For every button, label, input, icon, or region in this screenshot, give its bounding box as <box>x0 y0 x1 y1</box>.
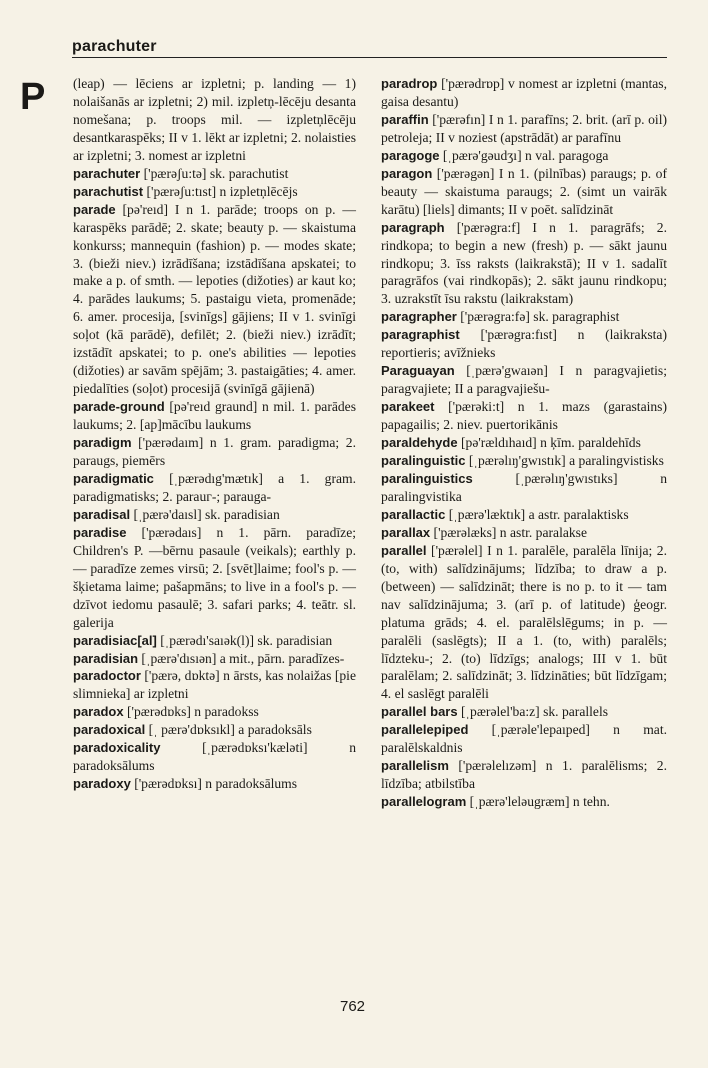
entry-headword: paraldehyde <box>381 435 458 451</box>
dictionary-entry <box>73 434 356 470</box>
dictionary-entry <box>73 650 356 668</box>
entry-definition: ['pærəgra:fıst] n (laikraksta) reportieris; avīžnieks <box>381 327 667 361</box>
entry-definition: ['pærədaıs] n 1. pārn. paradīze; Children's P. —bērnu pasaule (veikals); earthly p. — paradīze zemes virsū; 2. [svēt]laime; fool's p. — šķietama laime; pašapmāns; to live in a fool's p. — dzīvot iedomu pasaulē; 3. safari parks; 4. teātr. sl. galerija <box>73 524 356 630</box>
entry-headword: paragon <box>381 165 433 181</box>
entry-definition: (leap) — lēciens ar izpletni; p. landing — 1) nolaišanās ar izpletni; 2) mil. izpletņ-lēcēju desanta nomešana; p. troops mil. — izpletņlēcēju desantkaraspēks; II v 1. lēkt ar izpletni; 2. nolaisties ar izpletni; 3. nomest ar izpletni <box>73 76 356 163</box>
entry-headword: parachutist <box>73 183 144 199</box>
entry-headword: paradoxical <box>73 722 146 738</box>
entry-headword: parade-ground <box>73 399 165 415</box>
dictionary-entry <box>73 75 356 165</box>
dictionary-entry <box>73 667 356 703</box>
entry-definition: [pə'rældıhaıd] n ķīm. paraldehīds <box>457 435 641 451</box>
page-number: 762 <box>340 998 366 1015</box>
dictionary-entry <box>73 739 356 775</box>
entry-headword: paralinguistic <box>381 453 466 469</box>
left-column <box>73 75 356 793</box>
dictionary-entry <box>73 183 356 201</box>
dictionary-entry <box>73 703 356 721</box>
entry-definition: [ˌ pærə'dɒksıkl] a paradoksāls <box>145 722 312 738</box>
entry-definition: ['pærədɒks] n paradokss <box>123 704 259 720</box>
dictionary-entry <box>381 524 667 542</box>
entry-definition: ['pærədɒksı] n paradoksālums <box>130 776 298 792</box>
entry-headword: paradox <box>73 704 124 720</box>
entry-definition: [ˌpærəlıŋ'gwıstıks] n paralingvistika <box>381 470 667 504</box>
entry-headword: parachuter <box>73 165 141 181</box>
entry-headword: paralinguistics <box>381 470 473 486</box>
entry-headword: parallactic <box>381 506 446 522</box>
entry-definition: ['pærəlelızəm] n 1. paralēlisms; 2. līdzība; atbilstība <box>381 758 667 792</box>
entry-headword: parakeet <box>381 399 435 415</box>
entry-definition: ['pærəʃu:tıst] n izpletņlēcējs <box>143 183 298 199</box>
entry-definition: ['pærəlæks] n astr. paralakse <box>430 524 588 540</box>
dictionary-entry <box>381 452 667 470</box>
header-rule <box>72 57 667 58</box>
entry-headword: paradrop <box>381 76 438 91</box>
dictionary-entry <box>73 524 356 632</box>
dictionary-entry <box>73 721 356 739</box>
entry-definition: [ˌpærədı'saıək(l)] sk. paradisian <box>156 632 333 648</box>
entry-headword: paradisiac[al] <box>73 632 157 648</box>
dictionary-entry <box>381 308 667 326</box>
dictionary-entry <box>381 398 667 434</box>
dictionary-entry <box>381 219 667 309</box>
entry-headword: parallel bars <box>381 704 458 720</box>
entry-headword: paragoge <box>381 147 440 163</box>
entry-headword: parallelogram <box>381 794 467 810</box>
entry-definition: [pə'reıd graund] n mil. 1. parādes laukums; 2. [ap]mācību laukums <box>73 399 356 433</box>
right-column <box>381 75 667 811</box>
entry-definition: ['pærə, dɒktə] n ārsts, kas nolaižas [pie slimnieka] ar izpletni <box>73 668 356 702</box>
entry-definition: [ˌpærə'gəudʒı] n val. paragoga <box>439 147 609 163</box>
entry-definition: [ˌpærə'leləugræm] n tehn. <box>466 794 610 810</box>
dictionary-entry <box>381 111 667 147</box>
entry-definition: [ˌpærə'læktık] a astr. paralaktisks <box>445 506 629 522</box>
entry-headword: paragraph <box>381 219 445 235</box>
entry-headword: parallelism <box>381 758 449 774</box>
dictionary-entry <box>73 165 356 183</box>
entry-headword: paradigmatic <box>73 470 154 486</box>
entry-definition: [ˌpærəlel'ba:z] sk. parallels <box>457 704 609 720</box>
dictionary-entry <box>381 506 667 524</box>
dictionary-entry <box>381 362 667 398</box>
dictionary-entry <box>381 470 667 506</box>
entry-headword: paradoctor <box>73 668 141 684</box>
entry-definition: ['pærəfın] I n 1. parafīns; 2. brit. (arī p. oil) petroleja; II v noziest (apstrādāt) ar parafīnu <box>381 111 667 145</box>
entry-definition: [ˌpærə'gwaıən] I n paragvajietis; paragvajiete; II a paragvajiešu- <box>381 363 667 397</box>
dictionary-entry <box>381 703 667 721</box>
entry-headword: parallax <box>381 524 431 540</box>
dictionary-entry <box>381 75 667 111</box>
entry-definition: [ˌpærəle'lepaıped] n mat. paralēlskaldnis <box>381 722 667 756</box>
entry-definition: [ˌpærəlıŋ'gwıstık] a paralingvistisks <box>465 453 664 469</box>
dictionary-entry <box>381 326 667 362</box>
entry-headword: paradisal <box>73 506 131 522</box>
dictionary-entry <box>73 632 356 650</box>
running-head: parachuter <box>72 38 157 55</box>
dictionary-entry <box>381 165 667 219</box>
entry-definition: ['pærədrɒp] v nomest ar izpletni (mantas, gaisa desantu) <box>381 76 667 109</box>
entry-definition: ['pærəgən] I n 1. (pilnības) paraugs; p. of beauty — skaistuma paraugs; 2. (simt un vairāk karātu) [liels] dimants; II v poēt. salīdzināt <box>381 165 667 217</box>
entry-definition: ['pærəgra:f] I n 1. paragrāfs; 2. rindkopa; to begin a new (fresh) p. — sākt jaunu rindkopu; 3. īss raksts (laikrakstā); II v 1. sadalīt paragrāfos (vai rindkopās); 2. sākt jaunu rindkopu; 3. uzrakstīt īsu rakstu (laikrakstam) <box>381 219 667 307</box>
entry-definition: [ˌpærədɒksı'kæləti] n paradoksālums <box>73 740 356 774</box>
dictionary-entry <box>73 201 356 398</box>
entry-definition: [ˌpærə'daısl] sk. paradisian <box>130 506 280 522</box>
section-letter: P <box>20 76 46 118</box>
entry-headword: parallelepiped <box>381 722 469 738</box>
entry-definition: [pə'reıd] I n 1. parāde; troops on p. — karaspēks parādē; 2. skate; beauty p. — skaistuma konkurss; mannequin (fashion) p. — modes skate; 3. (bieži niev.) izrādīšana; izstādīšana apskatei; to make a p. of smth. — lepoties (dižoties) ar kaut ko; 4. parādes laukums; 5. pastaigu vieta, promenāde; 6. amer. procesija, [svinīgs] gājiens; II v 1. svinīgi soļot (kā parādē), defilēt; 2. (bieži niev.) izrādīt; izstādīt apskatei; to p. one's abilities — lepoties (dižoties) ar savām spējām; 3. pastaigāties; 4. amer. piedalīties (soļot) procesijā (svinīgā gājienā) <box>73 201 356 397</box>
entry-definition: ['pærəlel] I n 1. paralēle, paralēla līnija; 2. (to, with) salīdzinājums; līdzība; to draw a p. (between) — salīdzināt; there is no p. to it — tam nav salīdzinājuma; 3. (arī p. of latitude) ģeogr. platuma grāds; 4. el. paralēlslēgums; in p. — paralēli (saslēgts); II a 1. (to, with) paralēls; līdzteku-; 2. (to) līdzīgs; analogs; III v 1. būt paralēlam; 2. salīdzināt; 3. līdzināties; būt līdzīgam; 4. el saslēgt paralēli <box>381 542 667 702</box>
entry-headword: parallel <box>381 542 427 558</box>
dictionary-entry <box>381 793 667 811</box>
dictionary-entry <box>381 721 667 757</box>
entry-headword: paragraphist <box>381 327 460 343</box>
entry-headword: paradoxy <box>73 776 131 792</box>
entry-definition: ['pærəgra:fə] sk. paragraphist <box>456 309 620 325</box>
entry-headword: Paraguayan <box>381 363 455 379</box>
dictionary-entry <box>73 398 356 434</box>
entry-definition: [ˌpærə'dısıən] a mit., pārn. paradīzes- <box>138 650 345 666</box>
dictionary-entry <box>73 470 356 506</box>
dictionary-entry <box>73 506 356 524</box>
entry-definition: ['pærəʃu:tə] sk. parachutist <box>140 165 289 181</box>
entry-headword: paradoxicality <box>73 740 161 756</box>
entry-headword: parade <box>73 201 116 217</box>
entry-headword: paragrapher <box>381 309 457 325</box>
dictionary-entry <box>381 757 667 793</box>
entry-headword: paradigm <box>73 435 132 451</box>
entry-definition: ['pærəki:t] n 1. mazs (garastains) papagailis; 2. niev. puertorikānis <box>381 399 667 433</box>
dictionary-entry <box>381 542 667 704</box>
entry-headword: paradisian <box>73 650 139 666</box>
entry-definition: [ˌpærədıg'mætık] a 1. gram. paradigmatisks; 2. parauг-; parauga- <box>73 470 356 504</box>
dictionary-entry <box>381 434 667 452</box>
entry-definition: ['pærədaım] n 1. gram. paradigma; 2. paraugs, piemērs <box>73 435 356 469</box>
dictionary-entry <box>381 147 667 165</box>
dictionary-entry <box>73 775 356 793</box>
entry-headword: paradise <box>73 524 127 540</box>
entry-headword: paraffin <box>381 111 429 127</box>
